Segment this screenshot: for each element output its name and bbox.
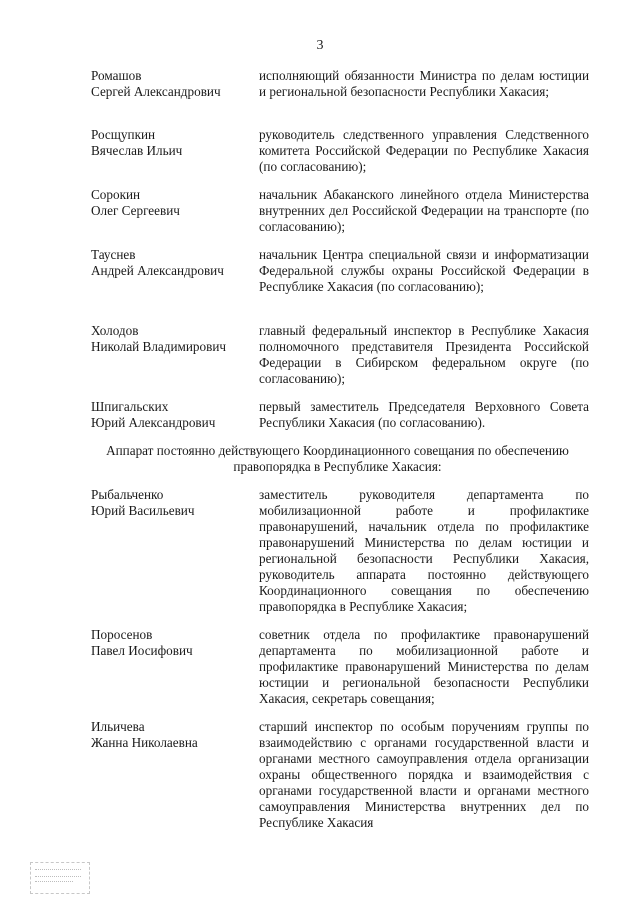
staff-given-names: Павел Иосифович (91, 643, 193, 658)
member-surname: Шпигальских (91, 399, 169, 414)
member-surname: Росщупкин (91, 127, 156, 142)
member-name (91, 323, 256, 355)
member-given-names: Андрей Александрович (91, 263, 224, 278)
faint-stamp-mark (30, 862, 90, 894)
section-heading: Аппарат постоянно действующего Координационного совещания по обеспечению правопорядка в Республике Хакасия: (106, 443, 569, 474)
member-role: первый заместитель Председателя Верховного Совета Республики Хакасия (по согласованию). (259, 399, 589, 430)
member-role: начальник Абаканского линейного отдела Министерства внутренних дел Российской Федерации на транспорте (по согласованию); (259, 187, 589, 234)
staff-name (91, 627, 256, 659)
member-role: руководитель следственного управления Следственного комитета Российской Федерации по Республике Хакасия (по согласованию); (259, 127, 589, 174)
member-given-names: Вячеслав Ильич (91, 143, 183, 158)
staff-surname: Поросенов (91, 627, 153, 642)
staff-surname: Рыбальченко (91, 487, 164, 502)
staff-given-names: Жанна Николаевна (91, 735, 198, 750)
member-surname: Тауснев (91, 247, 136, 262)
member-given-names: Олег Сергеевич (91, 203, 180, 218)
staff-role: советник отдела по профилактике правонарушений департамента по мобилизационной работе и профилактике правонарушений Министерства по делам юстиции и региональной безопасности Республики Хакасия, секретарь совещания; (259, 627, 589, 706)
member-name (91, 127, 256, 159)
member-surname: Сорокин (91, 187, 141, 202)
staff-role: старший инспектор по особым поручениям группы по взаимодействию с органами государственной власти и органами местного самоуправления отдела организации охраны общественного порядка и взаимодействия с органами государственной власти и органами местного самоуправления Министерства внутренних дел по Республике Хакасия (259, 719, 589, 830)
member-name (91, 399, 256, 431)
staff-name (91, 487, 256, 519)
member-name (91, 187, 256, 219)
staff-role: заместитель руководителя департамента по мобилизационной работе и профилактике правонарушений, начальник отдела по профилактике правонарушений Министерства по делам юстиции и региональной безопасности Республики Хакасия, руководитель аппарата постоянно действующего Координационного совещания по обеспечению правопорядка в Республике Хакасия; (259, 487, 589, 614)
member-given-names: Юрий Александрович (91, 415, 216, 430)
page-number: 3 (316, 38, 324, 53)
staff-name (91, 719, 256, 751)
member-name (91, 247, 256, 279)
member-surname: Холодов (91, 323, 139, 338)
member-name (91, 68, 256, 100)
member-given-names: Николай Владимирович (91, 339, 227, 354)
member-role: главный федеральный инспектор в Республике Хакасия полномочного представителя Президента Российской Федерации в Сибирском федеральном округе (по согласованию); (259, 323, 589, 386)
member-given-names: Сергей Александрович (91, 84, 221, 99)
member-surname: Ромашов (91, 68, 142, 83)
member-role: начальник Центра специальной связи и информатизации Федеральной службы охраны Российской Федерации в Республике Хакасия (по согласованию); (259, 247, 589, 294)
staff-given-names: Юрий Васильевич (91, 503, 195, 518)
member-role: исполняющий обязанности Министра по делам юстиции и региональной безопасности Республики Хакасия; (259, 68, 589, 99)
staff-surname: Ильичева (91, 719, 145, 734)
